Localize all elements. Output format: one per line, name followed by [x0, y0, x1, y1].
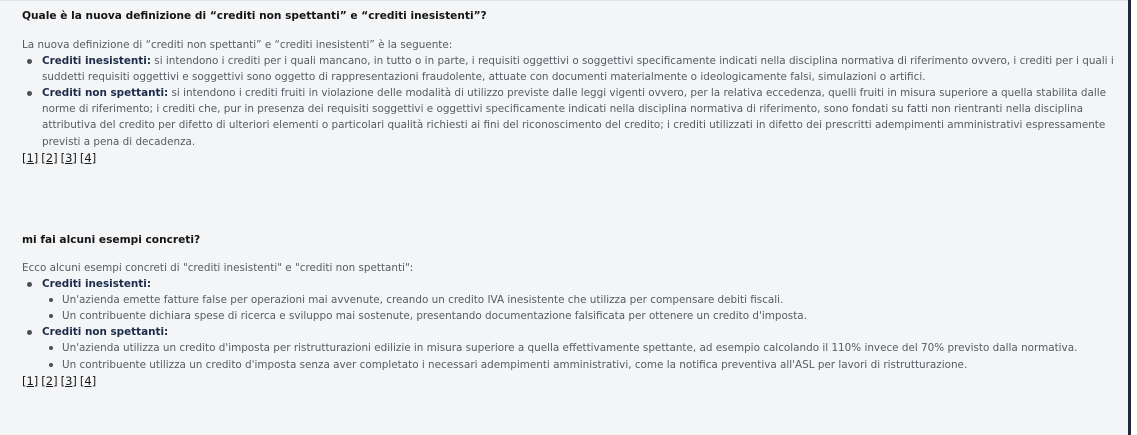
assistant-answer-2 — [22, 260, 1117, 389]
reference-link[interactable]: [4] — [79, 150, 97, 165]
answer-intro-1: La nuova definizione di “crediti non spettanti” e “crediti inesistenti” è la seguente: — [22, 39, 453, 51]
term-label: Crediti inesistenti: — [42, 55, 151, 68]
user-question-2: mi fai alcuni esempi concreti? — [22, 234, 201, 246]
example-item: Un'azienda utilizza un credito d'imposta per ristrutturazioni edilizie in misura superiore a quella effettivamente spettante, ad esempio calcolando il 110% invece del 70% previsto dalla normativa. — [62, 340, 1117, 356]
term-label: Crediti non spettanti: — [42, 87, 169, 100]
answer-intro-2: Ecco alcuni esempi concreti di "crediti inesistenti" e "crediti non spettanti": — [22, 262, 414, 274]
top-divider — [0, 0, 1128, 1]
reference-link[interactable]: [1] — [22, 150, 39, 165]
example-item: Un'azienda emette fatture false per operazioni mai avvenute, creando un credito IVA inesistente che utilizza per compensare debiti fiscali. — [62, 292, 1117, 308]
reference-link[interactable]: [4] — [79, 373, 97, 388]
term-definition: si intendono i crediti per i quali mancano, in tutto o in parte, i requisiti oggettivi o soggettivi specificamente indicati nella disciplina normativa di riferimento ovvero, i crediti per i quali i suddetti requisiti oggettivi e soggettivi sono oggetto di rappresentazioni fraudolente, attuate con documenti materialmente o ideologicamente falsi, simulazioni o artifici. — [42, 55, 1114, 84]
qa-block-1 — [22, 9, 1117, 166]
reference-link[interactable]: [3] — [60, 373, 77, 388]
example-item: Un contribuente utilizza un credito d'imposta senza aver completato i necessari adempimenti amministrativi, come la notifica preventiva all'ASL per lavori di ristrutturazione. — [62, 357, 1117, 373]
qa-block-2 — [22, 233, 1117, 389]
list-item — [42, 85, 1117, 149]
user-question-1: Quale è la nuova definizione di “crediti non spettanti” e “crediti inesistenti”? — [22, 10, 487, 22]
reference-links-2 — [22, 374, 1117, 389]
term-label: Crediti inesistenti: — [42, 278, 151, 291]
example-item: Un contribuente dichiara spese di ricerca e sviluppo mai sostenute, presentando documentazione falsificata per ottenere un credito d'imposta. — [62, 308, 1117, 324]
reference-link[interactable]: [1] — [22, 373, 39, 388]
term-label: Crediti non spettanti: — [42, 326, 169, 339]
definition-list — [22, 53, 1117, 150]
assistant-answer-1 — [22, 37, 1117, 166]
reference-links-1 — [22, 151, 1117, 166]
sub-list — [42, 292, 1117, 324]
term-definition: si intendono i crediti fruiti in violazione delle modalità di utilizzo previste dalle leggi vigenti ovvero, per la relativa eccedenza, quelli fruiti in misura superiore a quella stabilita dalle norme di riferimento; i crediti che, pur in presenza dei requisiti soggettivi e oggettivi specificamente indicati nella disciplina normativa di riferimento, sono fondati su fatti non rientranti nella disciplina attributiva del credito per difetto di ulteriori elementi o particolari qualità richiesti ai fini del riconoscimento del credito; i crediti utilizzati in difetto dei prescritti adempimenti amministrativi espressamente previsti a pena di decadenza. — [42, 87, 1106, 148]
list-item — [42, 324, 1117, 372]
list-item — [42, 276, 1117, 324]
list-item — [42, 53, 1117, 85]
reference-link[interactable]: [2] — [41, 150, 58, 165]
examples-list — [22, 276, 1117, 373]
reference-link[interactable]: [2] — [41, 373, 58, 388]
sub-list — [42, 340, 1117, 372]
reference-link[interactable]: [3] — [60, 150, 77, 165]
